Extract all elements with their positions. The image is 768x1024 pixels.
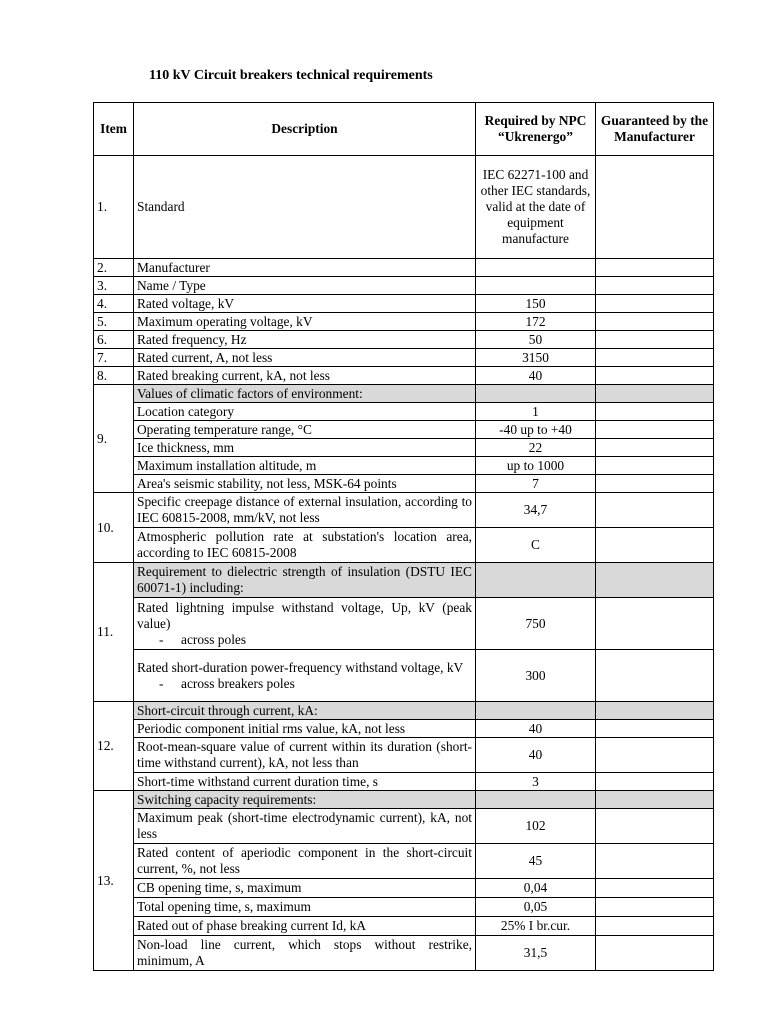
guaranteed-cell <box>596 563 714 598</box>
table-row <box>94 936 714 971</box>
table-row <box>94 738 714 773</box>
table-row <box>94 403 714 421</box>
description-cell: Total opening time, s, maximum <box>134 898 476 917</box>
required-value: -40 up to +40 <box>476 421 596 439</box>
table-row <box>94 720 714 738</box>
item-number: 3. <box>94 277 134 295</box>
guaranteed-cell <box>596 439 714 457</box>
header-item: Item <box>94 103 134 156</box>
table-row <box>94 385 714 403</box>
required-value: 40 <box>476 720 596 738</box>
guaranteed-cell <box>596 331 714 349</box>
sub-item-text: - across breakers poles <box>137 676 472 692</box>
guaranteed-cell <box>596 809 714 844</box>
description-cell <box>134 598 476 650</box>
requirements-table <box>93 102 714 971</box>
guaranteed-cell <box>596 738 714 773</box>
required-value <box>476 385 596 403</box>
table-row <box>94 475 714 493</box>
required-value: up to 1000 <box>476 457 596 475</box>
required-value: 40 <box>476 367 596 385</box>
required-value: 0,04 <box>476 879 596 898</box>
description-cell: CB opening time, s, maximum <box>134 879 476 898</box>
header-row <box>94 103 714 156</box>
required-value: 25% I br.cur. <box>476 917 596 936</box>
description-cell: Root-mean-square value of current within its duration (short-time withstand current), kA, not less than <box>134 738 476 773</box>
description-cell: Standard <box>134 156 476 259</box>
required-value: 40 <box>476 738 596 773</box>
guaranteed-cell <box>596 457 714 475</box>
item-number: 9. <box>94 385 134 493</box>
guaranteed-cell <box>596 791 714 809</box>
item-number: 1. <box>94 156 134 259</box>
required-value: 50 <box>476 331 596 349</box>
table-row <box>94 277 714 295</box>
required-value: 172 <box>476 313 596 331</box>
description-cell: Location category <box>134 403 476 421</box>
table-row <box>94 809 714 844</box>
required-value: 31,5 <box>476 936 596 971</box>
section-heading: Short-circuit through current, kA: <box>134 702 476 720</box>
item-number: 10. <box>94 493 134 563</box>
description-cell: Maximum installation altitude, m <box>134 457 476 475</box>
guaranteed-cell <box>596 528 714 563</box>
guaranteed-cell <box>596 493 714 528</box>
required-value: 0,05 <box>476 898 596 917</box>
guaranteed-cell <box>596 277 714 295</box>
item-number: 13. <box>94 791 134 971</box>
required-value <box>476 277 596 295</box>
description-cell <box>134 650 476 702</box>
required-value: 102 <box>476 809 596 844</box>
table-row <box>94 295 714 313</box>
description-cell: Manufacturer <box>134 259 476 277</box>
description-cell: Rated out of phase breaking current Id, kA <box>134 917 476 936</box>
required-value: 22 <box>476 439 596 457</box>
guaranteed-cell <box>596 156 714 259</box>
required-value: 45 <box>476 844 596 879</box>
description-cell: Maximum operating voltage, kV <box>134 313 476 331</box>
description-cell: Name / Type <box>134 277 476 295</box>
table-row <box>94 331 714 349</box>
section-heading: Requirement to dielectric strength of insulation (DSTU IEC 60071-1) including: <box>134 563 476 598</box>
required-value: IEC 62271-100 and other IEC standards, valid at the date of equipment manufacture <box>476 156 596 259</box>
description-cell: Area's seismic stability, not less, MSK-64 points <box>134 475 476 493</box>
guaranteed-cell <box>596 879 714 898</box>
table-row <box>94 349 714 367</box>
table-row <box>94 917 714 936</box>
guaranteed-cell <box>596 844 714 879</box>
required-value: 150 <box>476 295 596 313</box>
table-row <box>94 598 714 650</box>
section-heading: Values of climatic factors of environment: <box>134 385 476 403</box>
table-row <box>94 457 714 475</box>
section-heading: Switching capacity requirements: <box>134 791 476 809</box>
table-row <box>94 528 714 563</box>
description-cell: Rated frequency, Hz <box>134 331 476 349</box>
item-number: 5. <box>94 313 134 331</box>
table-row <box>94 844 714 879</box>
table-row <box>94 650 714 702</box>
item-number: 11. <box>94 563 134 702</box>
item-number: 6. <box>94 331 134 349</box>
guaranteed-cell <box>596 898 714 917</box>
table-row <box>94 439 714 457</box>
required-value <box>476 259 596 277</box>
guaranteed-cell <box>596 650 714 702</box>
sub-item-text: - across poles <box>137 632 472 648</box>
description-text: Rated short-duration power-frequency withstand voltage, kV <box>137 659 464 675</box>
guaranteed-cell <box>596 259 714 277</box>
description-cell: Rated voltage, kV <box>134 295 476 313</box>
guaranteed-cell <box>596 598 714 650</box>
guaranteed-cell <box>596 475 714 493</box>
guaranteed-cell <box>596 773 714 791</box>
item-number: 7. <box>94 349 134 367</box>
description-cell: Rated content of aperiodic component in the short-circuit current, %, not less <box>134 844 476 879</box>
guaranteed-cell <box>596 702 714 720</box>
required-value: 1 <box>476 403 596 421</box>
required-value <box>476 702 596 720</box>
guaranteed-cell <box>596 421 714 439</box>
required-value: 34,7 <box>476 493 596 528</box>
table-row <box>94 421 714 439</box>
guaranteed-cell <box>596 385 714 403</box>
header-description: Description <box>134 103 476 156</box>
required-value: 7 <box>476 475 596 493</box>
guaranteed-cell <box>596 403 714 421</box>
description-text: Rated lightning impulse withstand voltage, Up, kV (peak value) <box>137 599 472 631</box>
required-value: 750 <box>476 598 596 650</box>
item-number: 12. <box>94 702 134 791</box>
required-value <box>476 563 596 598</box>
document-title: 110 kV Circuit breakers technical requirements <box>149 68 433 83</box>
guaranteed-cell <box>596 720 714 738</box>
required-value: C <box>476 528 596 563</box>
table-row <box>94 493 714 528</box>
description-cell: Ice thickness, mm <box>134 439 476 457</box>
table-row <box>94 898 714 917</box>
guaranteed-cell <box>596 936 714 971</box>
description-cell: Non-load line current, which stops without restrike, minimum, A <box>134 936 476 971</box>
table-row <box>94 313 714 331</box>
required-value: 300 <box>476 650 596 702</box>
guaranteed-cell <box>596 349 714 367</box>
header-guaranteed: Guaranteed by the Manufacturer <box>596 103 714 156</box>
description-cell: Maximum peak (short-time electrodynamic current), kA, not less <box>134 809 476 844</box>
required-value <box>476 791 596 809</box>
description-cell: Periodic component initial rms value, kA, not less <box>134 720 476 738</box>
table-row <box>94 563 714 598</box>
table-row <box>94 702 714 720</box>
description-cell: Short-time withstand current duration time, s <box>134 773 476 791</box>
description-cell: Rated current, A, not less <box>134 349 476 367</box>
required-value: 3 <box>476 773 596 791</box>
guaranteed-cell <box>596 295 714 313</box>
item-number: 2. <box>94 259 134 277</box>
table-row <box>94 879 714 898</box>
guaranteed-cell <box>596 313 714 331</box>
table-row <box>94 156 714 259</box>
description-cell: Operating temperature range, °C <box>134 421 476 439</box>
table-row <box>94 259 714 277</box>
item-number: 4. <box>94 295 134 313</box>
table-row <box>94 791 714 809</box>
guaranteed-cell <box>596 367 714 385</box>
description-cell: Rated breaking current, kA, not less <box>134 367 476 385</box>
table-row <box>94 773 714 791</box>
item-number: 8. <box>94 367 134 385</box>
description-cell: Specific creepage distance of external insulation, according to IEC 60815-2008, mm/kV, not less <box>134 493 476 528</box>
description-cell: Atmospheric pollution rate at substation's location area, according to IEC 60815-2008 <box>134 528 476 563</box>
header-required: Required by NPC “Ukrenergo” <box>476 103 596 156</box>
table-row <box>94 367 714 385</box>
guaranteed-cell <box>596 917 714 936</box>
required-value: 3150 <box>476 349 596 367</box>
